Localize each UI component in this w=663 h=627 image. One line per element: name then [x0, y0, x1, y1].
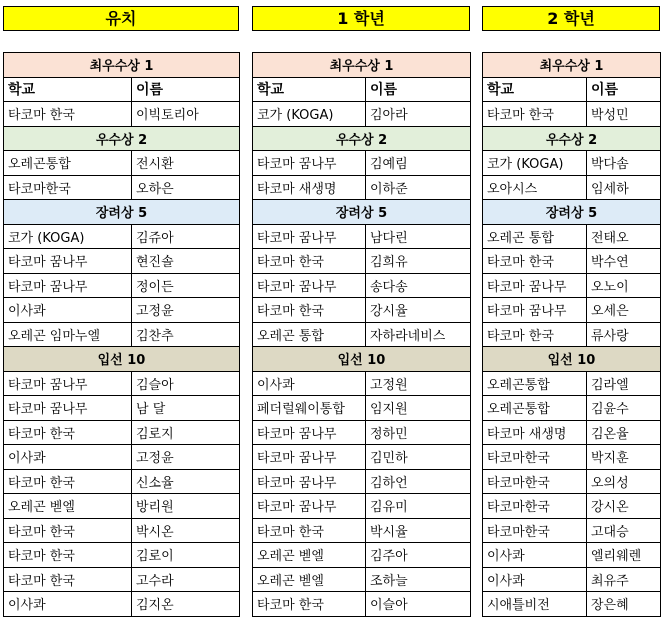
name-header: 이름: [587, 77, 661, 102]
school-cell: 타코마 한국: [253, 298, 366, 323]
table-row: [483, 518, 661, 543]
award-category: 장려상 5: [483, 200, 661, 225]
school-cell: 타코마 꿈나무: [4, 371, 132, 396]
table-row: [483, 151, 661, 176]
school-cell: 오레곤통합: [4, 151, 132, 176]
name-cell: 김온율: [587, 420, 661, 445]
school-cell: 타코마 꿈나무: [253, 469, 366, 494]
name-cell: 박지훈: [587, 445, 661, 470]
school-cell: 코가 (KOGA): [483, 151, 587, 176]
name-cell: 김아라: [366, 102, 471, 127]
school-cell: 타코마한국: [483, 518, 587, 543]
table-row: [483, 445, 661, 470]
award-category: 최우수상 1: [253, 53, 471, 78]
table-row: [253, 396, 471, 421]
table-row: [483, 175, 661, 200]
name-cell: 오의성: [587, 469, 661, 494]
name-cell: 현진솔: [132, 249, 240, 274]
name-cell: 류사랑: [587, 322, 661, 347]
school-cell: 타코마 한국: [4, 543, 132, 568]
school-cell: 타코마 한국: [253, 518, 366, 543]
name-cell: 최유주: [587, 567, 661, 592]
category-row: [483, 53, 661, 78]
name-cell: 박시율: [366, 518, 471, 543]
school-cell: 타코마한국: [4, 175, 132, 200]
school-cell: 타코마 꿈나무: [4, 396, 132, 421]
school-cell: 타코마 꿈나무: [4, 249, 132, 274]
name-cell: 고수라: [132, 567, 240, 592]
category-row: [483, 347, 661, 372]
category-row: [4, 126, 240, 151]
name-cell: 오노이: [587, 273, 661, 298]
name-cell: 임지원: [366, 396, 471, 421]
name-cell: 고정원: [366, 371, 471, 396]
table-row: [253, 249, 471, 274]
award-category: 장려상 5: [253, 200, 471, 225]
award-category: 입선 10: [4, 347, 240, 372]
table-row: [4, 494, 240, 519]
table-row: [483, 249, 661, 274]
school-cell: 이사콰: [483, 567, 587, 592]
name-header: 이름: [366, 77, 471, 102]
school-cell: 타코마 꿈나무: [253, 420, 366, 445]
table-row: [4, 445, 240, 470]
table-row: [4, 151, 240, 176]
name-cell: 김찬추: [132, 322, 240, 347]
name-cell: 김주아: [366, 543, 471, 568]
name-cell: 방리원: [132, 494, 240, 519]
table-row: [253, 567, 471, 592]
name-cell: 고정윤: [132, 445, 240, 470]
table-row: [483, 102, 661, 127]
table-row: [4, 567, 240, 592]
table-row: [253, 322, 471, 347]
school-cell: 오아시스: [483, 175, 587, 200]
header-row: [253, 77, 471, 102]
category-row: [483, 200, 661, 225]
name-cell: 박수연: [587, 249, 661, 274]
school-cell: 타코마 한국: [4, 102, 132, 127]
school-cell: 타코마 한국: [253, 249, 366, 274]
school-cell: 타코마 한국: [4, 518, 132, 543]
school-header: 학교: [4, 77, 132, 102]
table-row: [483, 224, 661, 249]
header-row: [483, 77, 661, 102]
name-cell: 김윤수: [587, 396, 661, 421]
school-cell: 코가 (KOGA): [4, 224, 132, 249]
table-row: [253, 445, 471, 470]
school-cell: 타코마 한국: [483, 102, 587, 127]
school-cell: 오레곤 벧엘: [253, 567, 366, 592]
category-row: [483, 126, 661, 151]
award-category: 최우수상 1: [4, 53, 240, 78]
school-cell: 타코마 꿈나무: [253, 151, 366, 176]
table-row: [4, 273, 240, 298]
table-row: [483, 543, 661, 568]
school-cell: 타코마 꿈나무: [253, 224, 366, 249]
table-row: [4, 592, 240, 617]
table-row: [253, 102, 471, 127]
school-cell: 타코마 한국: [4, 420, 132, 445]
school-cell: 타코마 한국: [4, 469, 132, 494]
name-cell: 남 달: [132, 396, 240, 421]
table-row: [4, 224, 240, 249]
table-row: [4, 469, 240, 494]
school-cell: 타코마 꿈나무: [4, 273, 132, 298]
table-row: [253, 518, 471, 543]
table-row: [4, 175, 240, 200]
school-cell: 타코마한국: [483, 494, 587, 519]
name-cell: 김민하: [366, 445, 471, 470]
table-row: [4, 543, 240, 568]
table-row: [253, 224, 471, 249]
name-cell: 자하라네비스: [366, 322, 471, 347]
grade-header: 1 학년: [252, 6, 470, 31]
name-cell: 김지온: [132, 592, 240, 617]
school-cell: 오레곤통합: [483, 396, 587, 421]
name-cell: 이빅토리아: [132, 102, 240, 127]
category-row: [253, 347, 471, 372]
table-row: [253, 151, 471, 176]
school-cell: 타코마 한국: [253, 592, 366, 617]
table-row: [4, 249, 240, 274]
table-row: [483, 322, 661, 347]
name-cell: 김유미: [366, 494, 471, 519]
table-row: [483, 298, 661, 323]
table-row: [253, 175, 471, 200]
school-cell: 이사콰: [4, 445, 132, 470]
name-cell: 박시온: [132, 518, 240, 543]
name-cell: 박다솜: [587, 151, 661, 176]
table-row: [253, 273, 471, 298]
table-row: [483, 273, 661, 298]
award-category: 입선 10: [483, 347, 661, 372]
name-cell: 남다린: [366, 224, 471, 249]
name-cell: 송다송: [366, 273, 471, 298]
table-row: [253, 298, 471, 323]
name-cell: 김쥬아: [132, 224, 240, 249]
name-cell: 정하민: [366, 420, 471, 445]
school-header: 학교: [483, 77, 587, 102]
category-row: [253, 200, 471, 225]
category-row: [4, 347, 240, 372]
school-cell: 타코마 꿈나무: [483, 298, 587, 323]
award-table: [482, 52, 661, 617]
table-row: [4, 322, 240, 347]
name-cell: 강시온: [587, 494, 661, 519]
category-row: [4, 53, 240, 78]
award-category: 최우수상 1: [483, 53, 661, 78]
name-cell: 이슬아: [366, 592, 471, 617]
table-row: [253, 494, 471, 519]
school-header: 학교: [253, 77, 366, 102]
award-category: 장려상 5: [4, 200, 240, 225]
name-cell: 오하은: [132, 175, 240, 200]
table-row: [483, 469, 661, 494]
table-row: [253, 420, 471, 445]
school-cell: 오레곤통합: [483, 371, 587, 396]
award-table: [252, 52, 471, 617]
school-cell: 오레곤 벧엘: [4, 494, 132, 519]
category-row: [253, 53, 471, 78]
school-cell: 타코마 한국: [483, 249, 587, 274]
name-cell: 강시율: [366, 298, 471, 323]
name-cell: 조하늘: [366, 567, 471, 592]
school-cell: 이사콰: [4, 298, 132, 323]
name-cell: 장은혜: [587, 592, 661, 617]
award-category: 우수상 2: [4, 126, 240, 151]
school-cell: 시애틀비전: [483, 592, 587, 617]
school-cell: 오레곤 벧엘: [253, 543, 366, 568]
category-row: [253, 126, 471, 151]
name-cell: 임세하: [587, 175, 661, 200]
award-category: 우수상 2: [483, 126, 661, 151]
name-cell: 김하언: [366, 469, 471, 494]
school-cell: 타코마 새생명: [253, 175, 366, 200]
name-cell: 김라엘: [587, 371, 661, 396]
award-category: 입선 10: [253, 347, 471, 372]
name-cell: 신소율: [132, 469, 240, 494]
table-row: [483, 396, 661, 421]
school-cell: 이사콰: [4, 592, 132, 617]
name-cell: 이하준: [366, 175, 471, 200]
name-cell: 전태오: [587, 224, 661, 249]
table-row: [253, 543, 471, 568]
table-row: [4, 420, 240, 445]
table-row: [4, 518, 240, 543]
school-cell: 타코마 꿈나무: [253, 445, 366, 470]
name-cell: 엘리웨렌: [587, 543, 661, 568]
school-cell: 타코마 한국: [4, 567, 132, 592]
name-header: 이름: [132, 77, 240, 102]
table-row: [483, 371, 661, 396]
school-cell: 오레곤 통합: [253, 322, 366, 347]
name-cell: 박성민: [587, 102, 661, 127]
school-cell: 타코마 꿈나무: [253, 273, 366, 298]
table-row: [4, 396, 240, 421]
school-cell: 코가 (KOGA): [253, 102, 366, 127]
table-row: [4, 298, 240, 323]
name-cell: 김슬아: [132, 371, 240, 396]
table-row: [483, 494, 661, 519]
school-cell: 타코마 새생명: [483, 420, 587, 445]
header-row: [4, 77, 240, 102]
name-cell: 김예림: [366, 151, 471, 176]
name-cell: 김희유: [366, 249, 471, 274]
name-cell: 전시환: [132, 151, 240, 176]
school-cell: 타코마한국: [483, 445, 587, 470]
table-row: [253, 592, 471, 617]
name-cell: 김로지: [132, 420, 240, 445]
name-cell: 고대승: [587, 518, 661, 543]
table-row: [253, 469, 471, 494]
category-row: [4, 200, 240, 225]
school-cell: 이사콰: [253, 371, 366, 396]
award-table: [3, 52, 240, 617]
table-row: [253, 371, 471, 396]
table-row: [483, 592, 661, 617]
table-row: [483, 420, 661, 445]
school-cell: 타코마 꿈나무: [483, 273, 587, 298]
table-row: [4, 371, 240, 396]
school-cell: 페더럴웨이통합: [253, 396, 366, 421]
school-cell: 타코마 꿈나무: [253, 494, 366, 519]
school-cell: 타코마 한국: [483, 322, 587, 347]
name-cell: 고정윤: [132, 298, 240, 323]
school-cell: 이사콰: [483, 543, 587, 568]
table-row: [483, 567, 661, 592]
grade-header: 2 학년: [482, 6, 660, 31]
school-cell: 오레곤 통합: [483, 224, 587, 249]
school-cell: 오레곤 임마누엘: [4, 322, 132, 347]
name-cell: 정이든: [132, 273, 240, 298]
name-cell: 오세은: [587, 298, 661, 323]
award-category: 우수상 2: [253, 126, 471, 151]
school-cell: 타코마한국: [483, 469, 587, 494]
name-cell: 김로이: [132, 543, 240, 568]
grade-header: 유치: [3, 6, 239, 31]
table-row: [4, 102, 240, 127]
